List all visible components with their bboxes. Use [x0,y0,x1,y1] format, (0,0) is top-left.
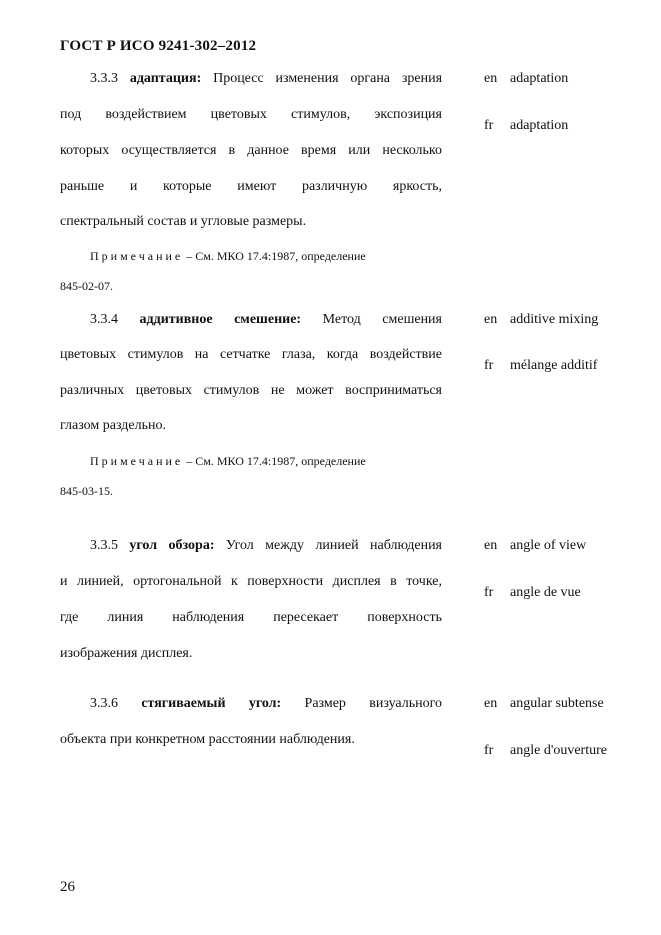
entry-definition-line: объекта при конкретном расстоянии наблюдения. [60,732,355,747]
lang-en [484,695,604,713]
lang-code-en: en [484,312,498,327]
lang-code-en: en [484,696,498,711]
entry-definition-line: различных цветовых стимулов не может восприниматься [60,383,442,398]
entry-definition-line: где линия наблюдения пересекает поверхность [60,610,442,625]
entry-definition-line: изображения дисплея. [60,646,193,661]
entry-definition-line: под воздействием цветовых стимулов, экспозиция [60,107,442,122]
term-en: angle of view [510,538,587,553]
entry-definition-line: спектральный состав и угловые размеры. [60,214,307,229]
lang-en [484,537,586,555]
entry-definition-line: цветовых стимулов на сетчатке глаза, когда воздействие [60,347,442,362]
page-number: 26 [60,879,75,895]
entry-definition-line: раньше и которые имеют различную яркость, [60,179,442,194]
lang-code-en: en [484,538,498,553]
entry-first-line [90,695,442,713]
entry-first-line [90,311,442,329]
entry-definition-line: и линией, ортогональной к поверхности дисплея в точке, [60,574,442,589]
entry-term: адаптация: [129,71,202,86]
page-header: ГОСТ Р ИСО 9241-302–2012 [60,38,257,54]
entry-note [90,453,366,469]
entry-number: 3.3.5 [90,538,118,553]
entry-term: стягиваемый угол: [141,696,282,711]
entry-number: 3.3.4 [90,312,118,327]
note-continuation: 845-03-15. [60,484,113,498]
entry-number: 3.3.6 [90,696,118,711]
entry-note [90,248,366,264]
note-label: Примечание [90,249,184,263]
lang-code-fr: fr [484,585,494,600]
lang-fr [484,117,568,135]
term-fr: adaptation [510,118,569,133]
lang-fr [484,584,581,602]
term-fr: angle d'ouverture [510,743,607,758]
entry-definition-start: Размер визуального [304,696,443,711]
entry-term: угол обзора: [129,538,215,553]
entry-first-line [90,70,442,88]
term-en: adaptation [510,71,569,86]
lang-en [484,70,568,88]
term-en: additive mixing [510,312,599,327]
entry-definition-start: Метод смешения [322,312,442,327]
term-fr: mélange additif [510,358,598,373]
entry-first-line [90,537,442,555]
lang-en [484,311,598,329]
term-fr: angle de vue [510,585,581,600]
entry-definition-line: глазом раздельно. [60,418,166,433]
note-label: Примечание [90,454,184,468]
note-text: – См. МКО 17.4:1987, определение [186,454,366,468]
entry-term: аддитивное смешение: [139,312,302,327]
entry-definition-start: Процесс изменения органа зрения [213,71,443,86]
note-text: – См. МКО 17.4:1987, определение [186,249,366,263]
entry-definition-line: которых осуществляется в данное время или несколько [60,143,442,158]
term-en: angular subtense [510,696,604,711]
lang-fr [484,357,597,375]
note-continuation: 845-02-07. [60,279,113,293]
entry-definition-start: Угол между линией наблюдения [225,538,442,553]
lang-code-fr: fr [484,743,494,758]
lang-code-fr: fr [484,358,494,373]
lang-code-en: en [484,71,498,86]
lang-fr [484,742,607,760]
entry-number: 3.3.3 [90,71,118,86]
lang-code-fr: fr [484,118,494,133]
